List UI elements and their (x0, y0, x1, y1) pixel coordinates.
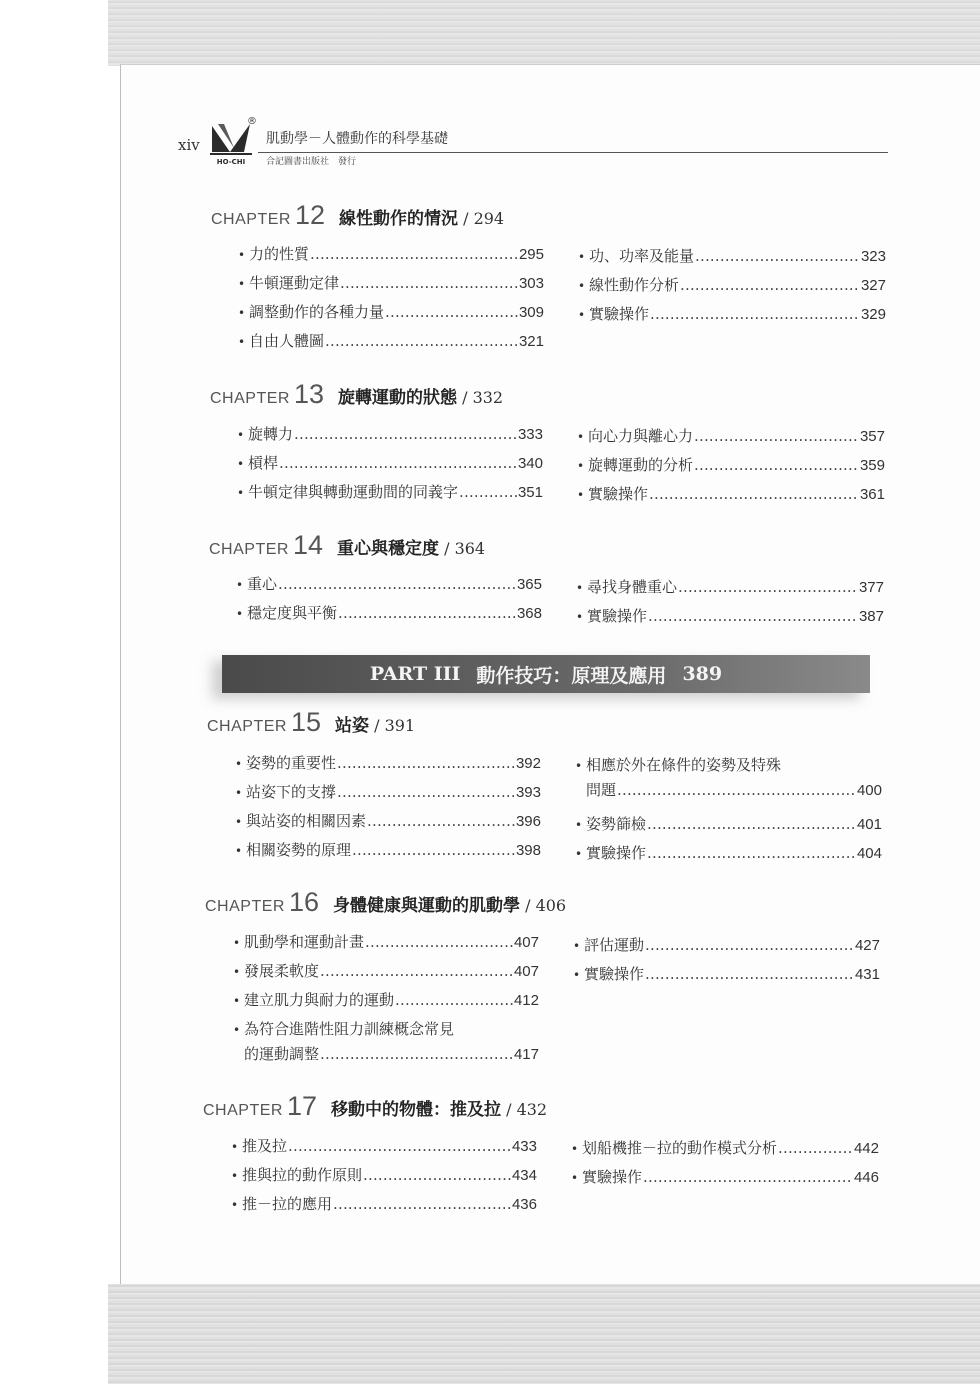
toc-entry[interactable]: • 功、功率及能量 ..... 323 (578, 245, 886, 266)
chapter-16-heading (205, 887, 566, 918)
chapter-12-heading (211, 200, 504, 231)
chapter-title: 移動中的物體：推及拉 (331, 1100, 501, 1120)
chapter-number: 17 (286, 1091, 317, 1121)
part-title: 動作技巧：原理及應用 (476, 664, 667, 687)
chapter-title: 重心與穩定度 (337, 539, 439, 559)
toc-entry[interactable]: • 推與拉的動作原則 ..... 434 (231, 1164, 537, 1185)
chapter-title: 站姿 (335, 716, 369, 736)
toc-entry[interactable]: • 調整動作的各種力量 ..... 309 (238, 301, 544, 322)
toc-entry[interactable]: • 旋轉運動的分析 ..... 359 (577, 454, 885, 475)
toc-entry[interactable]: • 向心力與離心力 ..... 357 (577, 425, 885, 446)
part-page: 389 (682, 663, 723, 685)
toc-entry[interactable]: • 實驗操作 ..... 387 (576, 605, 884, 626)
toc-entry[interactable]: • 評估運動 ..... 427 (573, 934, 880, 955)
toc-entry[interactable]: • 姿勢篩檢 ..... 401 (575, 813, 882, 834)
toc-entry[interactable]: • 牛頓定律與轉動運動間的同義字 ..... 351 (237, 481, 543, 502)
toc-entry[interactable]: • 牛頓運動定律 ..... 303 (238, 272, 544, 293)
toc-entry-multiline[interactable]: • 為符合進階性阻力訓練概念常見 (233, 1020, 455, 1038)
book-title: 肌動學－人體動作的科學基礎 (266, 131, 448, 147)
scan-edge-bottom (108, 1284, 980, 1384)
chapter-title: 身體健康與運動的肌動學 (333, 896, 520, 916)
toc-entry[interactable]: • 尋找身體重心 ..... 377 (576, 576, 884, 597)
toc-entry-continuation[interactable]: 問題 ..... 400 (575, 779, 882, 800)
toc-entry[interactable]: • 實驗操作 ..... 446 (571, 1166, 879, 1187)
toc-entry[interactable]: • 槓桿 ..... 340 (237, 452, 543, 473)
page-number: xiv (178, 136, 200, 154)
toc-entry-continuation[interactable]: 的運動調整 ..... 417 (233, 1043, 539, 1064)
toc-entry[interactable]: • 姿勢的重要性 ..... 392 (235, 752, 541, 773)
chapter-number: 12 (294, 200, 325, 230)
chapter-page: / 391 (374, 716, 416, 735)
toc-entry[interactable]: • 發展柔軟度 ..... 407 (233, 960, 539, 981)
part-label: PART III (369, 663, 461, 685)
header-rule (258, 152, 888, 153)
chapter-page: / 294 (463, 209, 505, 228)
publisher-logo-icon (210, 122, 252, 166)
toc-entry[interactable]: • 線性動作分析 ..... 327 (578, 274, 886, 295)
chapter-number: 15 (290, 707, 321, 737)
toc-entry[interactable]: • 相關姿勢的原理 ..... 398 (235, 839, 541, 860)
toc-entry[interactable]: • 實驗操作 ..... 431 (573, 963, 880, 984)
toc-entry[interactable]: • 重心 ..... 365 (236, 573, 542, 594)
toc-entry[interactable]: • 划船機推－拉的動作模式分析 ..... 442 (571, 1137, 879, 1158)
chapter-title: 線性動作的情況 (339, 209, 458, 229)
toc-entry[interactable]: • 旋轉力 ..... 333 (237, 423, 543, 444)
chapter-13-heading (210, 379, 503, 410)
publisher-name: 合記圖書出版社 發行 (266, 157, 357, 167)
toc-entry[interactable]: • 實驗操作 ..... 329 (578, 303, 886, 324)
chapter-page: / 332 (462, 388, 504, 407)
part-3-banner[interactable] (222, 655, 870, 693)
chapter-number: 16 (288, 887, 319, 917)
chapter-number: 13 (293, 379, 324, 409)
chapter-page: / 364 (444, 539, 486, 558)
toc-entry[interactable]: • 肌動學和運動計畫 ..... 407 (233, 931, 539, 952)
chapter-label: CHAPTER (207, 718, 287, 735)
chapter-label: CHAPTER (203, 1102, 283, 1119)
toc-entry[interactable]: • 實驗操作 ..... 404 (575, 842, 882, 863)
toc-entry[interactable]: • 推及拉 ..... 433 (231, 1135, 537, 1156)
toc-entry-line1: 相應於外在條件的姿勢及特殊 (586, 756, 782, 774)
chapter-17-heading (203, 1091, 547, 1122)
chapter-label: CHAPTER (205, 898, 285, 915)
chapter-page: / 406 (525, 896, 567, 915)
scan-edge-top (108, 0, 980, 66)
toc-entry[interactable]: • 推－拉的應用 ..... 436 (231, 1193, 537, 1214)
toc-entry-multiline[interactable]: • 相應於外在條件的姿勢及特殊 (575, 756, 782, 774)
toc-entry[interactable]: • 力的性質 ..... 295 (238, 243, 544, 264)
chapter-page: / 432 (506, 1100, 548, 1119)
toc-entry[interactable]: • 站姿下的支撐 ..... 393 (235, 781, 541, 802)
toc-entry[interactable]: • 穩定度與平衡 ..... 368 (236, 602, 542, 623)
toc-entry[interactable]: • 建立肌力與耐力的運動 ..... 412 (233, 989, 539, 1010)
logo-text: HO-CHI (216, 158, 246, 166)
chapter-14-heading (209, 530, 485, 561)
chapter-title: 旋轉運動的狀態 (338, 388, 457, 408)
chapter-15-heading (207, 707, 415, 738)
toc-entry[interactable]: • 實驗操作 ..... 361 (577, 483, 885, 504)
toc-entry[interactable]: • 與站姿的相關因素 ..... 396 (235, 810, 541, 831)
registered-mark: ® (247, 116, 257, 127)
chapter-label: CHAPTER (210, 390, 290, 407)
chapter-label: CHAPTER (209, 541, 289, 558)
toc-entry-line1: 為符合進階性阻力訓練概念常見 (244, 1020, 455, 1038)
chapter-label: CHAPTER (211, 211, 291, 228)
toc-entry[interactable]: • 自由人體圖 ..... 321 (238, 330, 544, 351)
chapter-number: 14 (292, 530, 323, 560)
